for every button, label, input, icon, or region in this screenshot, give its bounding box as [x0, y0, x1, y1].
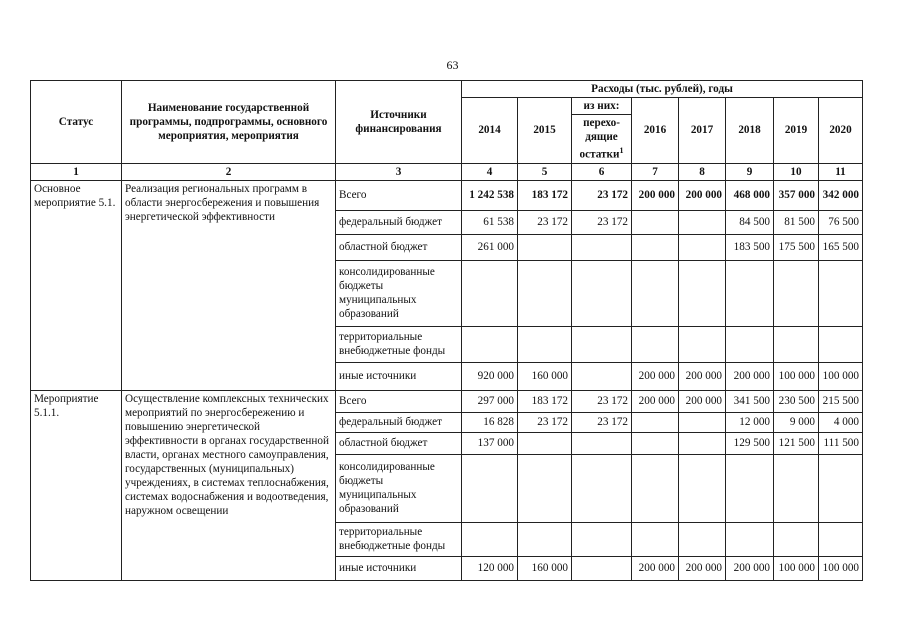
- value-cell: 200 000: [726, 362, 774, 390]
- source-cell: территориальные внебюджетные фонды: [336, 326, 462, 362]
- header-year-2015: 2015: [518, 98, 572, 164]
- value-cell: 183 172: [518, 390, 572, 412]
- table-row: [31, 390, 863, 412]
- header-carryover: [572, 115, 632, 164]
- value-cell: [572, 234, 632, 260]
- value-cell: 137 000: [462, 432, 518, 454]
- header-year-2020: 2020: [819, 98, 863, 164]
- value-cell: 160 000: [518, 362, 572, 390]
- source-cell: областной бюджет: [336, 432, 462, 454]
- value-cell: 12 000: [726, 412, 774, 432]
- value-cell: 23 172: [572, 412, 632, 432]
- column-number-row: [31, 163, 863, 180]
- status-cell: Мероприятие 5.1.1.: [31, 390, 122, 580]
- value-cell: 23 172: [572, 390, 632, 412]
- source-cell: консолидированные бюджеты муниципальных образований: [336, 260, 462, 326]
- value-cell: 23 172: [518, 412, 572, 432]
- value-cell: [819, 260, 863, 326]
- value-cell: 468 000: [726, 180, 774, 210]
- value-cell: [572, 260, 632, 326]
- source-cell: иные источники: [336, 556, 462, 580]
- column-number: 6: [572, 163, 632, 180]
- value-cell: [462, 454, 518, 522]
- footnote-mark: 1: [619, 146, 624, 155]
- value-cell: 61 538: [462, 210, 518, 234]
- value-cell: 160 000: [518, 556, 572, 580]
- header-year-2018: 2018: [726, 98, 774, 164]
- value-cell: 215 500: [819, 390, 863, 412]
- value-cell: 23 172: [572, 180, 632, 210]
- value-cell: [774, 326, 819, 362]
- value-cell: [462, 326, 518, 362]
- value-cell: [679, 326, 726, 362]
- value-cell: [679, 260, 726, 326]
- value-cell: 23 172: [572, 210, 632, 234]
- source-cell: Всего: [336, 390, 462, 412]
- header-year-2016: 2016: [632, 98, 679, 164]
- value-cell: 920 000: [462, 362, 518, 390]
- column-number: 1: [31, 163, 122, 180]
- column-number: 5: [518, 163, 572, 180]
- value-cell: [679, 522, 726, 556]
- value-cell: 200 000: [632, 180, 679, 210]
- value-cell: 200 000: [679, 390, 726, 412]
- value-cell: [632, 210, 679, 234]
- value-cell: [819, 454, 863, 522]
- value-cell: [774, 260, 819, 326]
- value-cell: 200 000: [632, 390, 679, 412]
- value-cell: [462, 522, 518, 556]
- column-number: 4: [462, 163, 518, 180]
- column-number: 8: [679, 163, 726, 180]
- page-number: 63: [446, 58, 459, 72]
- value-cell: 357 000: [774, 180, 819, 210]
- value-cell: [632, 234, 679, 260]
- name-cell: Осуществление комплексных технических мероприятий по энергосбережению и повышению энергетической эффективности в органах государственной власти, органах местного самоуправления, государственных (муниципальных) учреждениях, в системах теплоснабжения, системах водоснабжения и водоотведения, наружном освещении: [122, 390, 336, 580]
- table-row: [31, 180, 863, 210]
- column-number: 10: [774, 163, 819, 180]
- value-cell: [632, 260, 679, 326]
- value-cell: [572, 454, 632, 522]
- header-year-2014: 2014: [462, 98, 518, 164]
- header-carryover-text: перехо-дящие остатки: [579, 117, 620, 161]
- name-cell: Реализация региональных программ в области энергосбережения и повышения энергетической эффективности: [122, 180, 336, 390]
- column-number: 11: [819, 163, 863, 180]
- value-cell: 81 500: [774, 210, 819, 234]
- value-cell: [518, 326, 572, 362]
- value-cell: 183 500: [726, 234, 774, 260]
- value-cell: [632, 412, 679, 432]
- value-cell: [572, 326, 632, 362]
- value-cell: 76 500: [819, 210, 863, 234]
- value-cell: [726, 260, 774, 326]
- value-cell: [726, 326, 774, 362]
- value-cell: 4 000: [819, 412, 863, 432]
- source-cell: иные источники: [336, 362, 462, 390]
- value-cell: 9 000: [774, 412, 819, 432]
- value-cell: 129 500: [726, 432, 774, 454]
- value-cell: 100 000: [774, 556, 819, 580]
- value-cell: [518, 454, 572, 522]
- value-cell: [518, 522, 572, 556]
- header-of-which: из них:: [572, 98, 632, 115]
- value-cell: [819, 522, 863, 556]
- value-cell: 121 500: [774, 432, 819, 454]
- value-cell: 261 000: [462, 234, 518, 260]
- value-cell: 111 500: [819, 432, 863, 454]
- header-name: Наименование государственной программы, подпрограммы, основного мероприятия, мероприятия: [122, 81, 336, 164]
- value-cell: 200 000: [679, 556, 726, 580]
- value-cell: [462, 260, 518, 326]
- value-cell: [632, 432, 679, 454]
- value-cell: [726, 454, 774, 522]
- value-cell: [632, 454, 679, 522]
- value-cell: 100 000: [774, 362, 819, 390]
- value-cell: 175 500: [774, 234, 819, 260]
- column-number: 2: [122, 163, 336, 180]
- source-cell: Всего: [336, 180, 462, 210]
- header-year-2017: 2017: [679, 98, 726, 164]
- value-cell: 200 000: [679, 180, 726, 210]
- budget-table: [30, 80, 863, 581]
- value-cell: [774, 522, 819, 556]
- value-cell: 341 500: [726, 390, 774, 412]
- value-cell: 23 172: [518, 210, 572, 234]
- value-cell: [679, 454, 726, 522]
- source-cell: территориальные внебюджетные фонды: [336, 522, 462, 556]
- value-cell: [632, 326, 679, 362]
- value-cell: [774, 454, 819, 522]
- value-cell: 100 000: [819, 362, 863, 390]
- value-cell: 200 000: [679, 362, 726, 390]
- value-cell: [572, 432, 632, 454]
- value-cell: 1 242 538: [462, 180, 518, 210]
- value-cell: 165 500: [819, 234, 863, 260]
- value-cell: [726, 522, 774, 556]
- value-cell: [518, 234, 572, 260]
- value-cell: [819, 326, 863, 362]
- value-cell: 84 500: [726, 210, 774, 234]
- value-cell: [679, 234, 726, 260]
- value-cell: [679, 210, 726, 234]
- value-cell: 200 000: [632, 362, 679, 390]
- value-cell: [518, 260, 572, 326]
- source-cell: федеральный бюджет: [336, 412, 462, 432]
- value-cell: [518, 432, 572, 454]
- column-number: 3: [336, 163, 462, 180]
- value-cell: [679, 412, 726, 432]
- value-cell: [632, 522, 679, 556]
- value-cell: [572, 362, 632, 390]
- column-number: 9: [726, 163, 774, 180]
- value-cell: 297 000: [462, 390, 518, 412]
- value-cell: 16 828: [462, 412, 518, 432]
- status-cell: Основное мероприятие 5.1.: [31, 180, 122, 390]
- value-cell: [572, 556, 632, 580]
- source-cell: консолидированные бюджеты муниципальных образований: [336, 454, 462, 522]
- value-cell: [572, 522, 632, 556]
- value-cell: 200 000: [726, 556, 774, 580]
- header-status: Статус: [31, 81, 122, 164]
- value-cell: 230 500: [774, 390, 819, 412]
- source-cell: федеральный бюджет: [336, 210, 462, 234]
- value-cell: 120 000: [462, 556, 518, 580]
- value-cell: 200 000: [632, 556, 679, 580]
- value-cell: 100 000: [819, 556, 863, 580]
- header-year-2019: 2019: [774, 98, 819, 164]
- header-source: Источники финансирования: [336, 81, 462, 164]
- value-cell: [679, 432, 726, 454]
- column-number: 7: [632, 163, 679, 180]
- source-cell: областной бюджет: [336, 234, 462, 260]
- value-cell: 342 000: [819, 180, 863, 210]
- header-expenses: Расходы (тыс. рублей), годы: [462, 81, 863, 98]
- value-cell: 183 172: [518, 180, 572, 210]
